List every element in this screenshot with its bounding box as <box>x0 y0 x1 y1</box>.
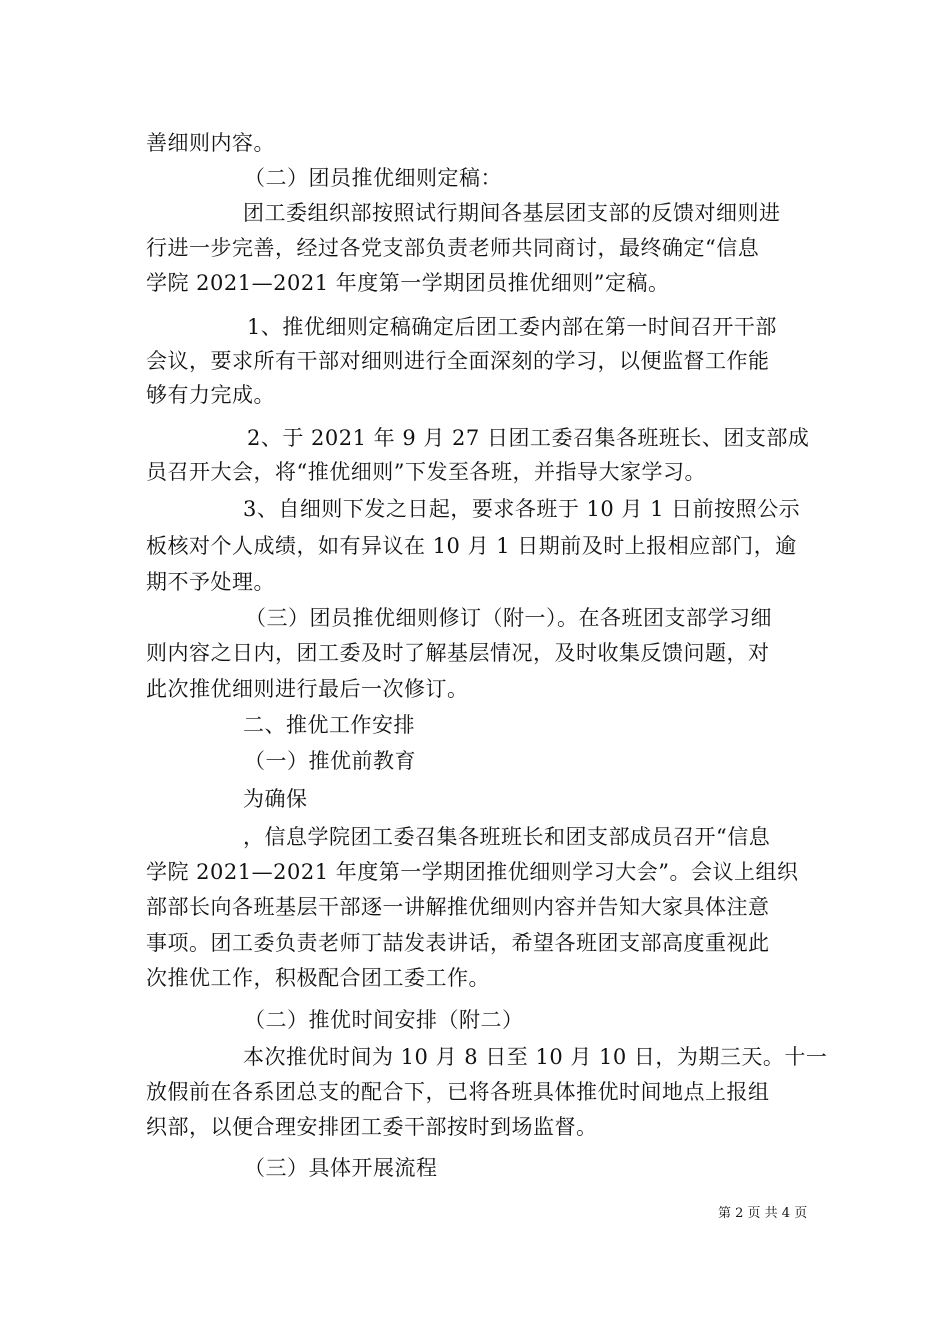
section-heading: 二、推优工作安排 <box>243 713 415 737</box>
section-heading: （二）推优时间安排（附二） <box>244 1008 524 1032</box>
text-line: 团工委组织部按照试行期间各基层团支部的反馈对细则进 <box>243 201 781 225</box>
section-heading: （一）推优前教育 <box>244 749 416 773</box>
list-item: 1、推优细则定稿确定后团工委内部在第一时间召开干部 <box>247 315 777 339</box>
page-number: 第 2 页 共 4 页 <box>718 1206 808 1221</box>
text-line: 善细则内容。 <box>146 131 275 155</box>
text-line: 学院 2021—2021 年度第一学期团员推优细则”定稿。 <box>146 271 670 295</box>
text-line: 事项。团工委负责老师丁喆发表讲话，希望各班团支部高度重视此 <box>146 931 770 955</box>
list-item: 2、于 2021 年 9 月 27 日团工委召集各班班长、团支部成 <box>247 426 810 450</box>
text-line: 织部，以便合理安排团工委干部按时到场监督。 <box>146 1115 598 1139</box>
text-line: 此次推优细则进行最后一次修订。 <box>146 677 469 701</box>
text-line: 次推优工作，积极配合团工委工作。 <box>146 966 490 990</box>
text-line: 学院 2021—2021 年度第一学期团推优细则学习大会”。会议上组织 <box>146 860 799 884</box>
section-heading: （二）团员推优细则定稿： <box>244 166 502 190</box>
text-line: 行进一步完善，经过各党支部负责老师共同商讨，最终确定“信息 <box>146 236 760 260</box>
text-line: ，信息学院团工委召集各班班长和团支部成员召开“信息 <box>243 825 771 849</box>
text-line: 够有力完成。 <box>146 383 275 407</box>
text-line: 板核对个人成绩，如有异议在 10 月 1 日期前及时上报相应部门，逾 <box>146 534 797 558</box>
text-line: 部部长向各班基层干部逐一讲解推优细则内容并告知大家具体注意 <box>146 895 770 919</box>
text-line: 会议，要求所有干部对细则进行全面深刻的学习，以便监督工作能 <box>146 349 770 373</box>
section-heading: （三）团员推优细则修订（附一）。在各班团支部学习细 <box>245 606 772 630</box>
text-line: 本次推优时间为 10 月 8 日至 10 月 10 日，为期三天。十一 <box>243 1045 828 1069</box>
list-item: 3、自细则下发之日起，要求各班于 10 月 1 日前按照公示 <box>243 497 801 521</box>
text-line: 员召开大会，将“推优细则”下发至各班，并指导大家学习。 <box>146 460 706 484</box>
text-line: 放假前在各系团总支的配合下，已将各班具体推优时间地点上报组 <box>146 1080 770 1104</box>
text-line: 期不予处理。 <box>146 570 275 594</box>
text-line: 则内容之日内，团工委及时了解基层情况，及时收集反馈问题，对 <box>146 641 770 665</box>
section-heading: （三）具体开展流程 <box>244 1156 438 1180</box>
text-line: 为确保 <box>243 787 308 811</box>
